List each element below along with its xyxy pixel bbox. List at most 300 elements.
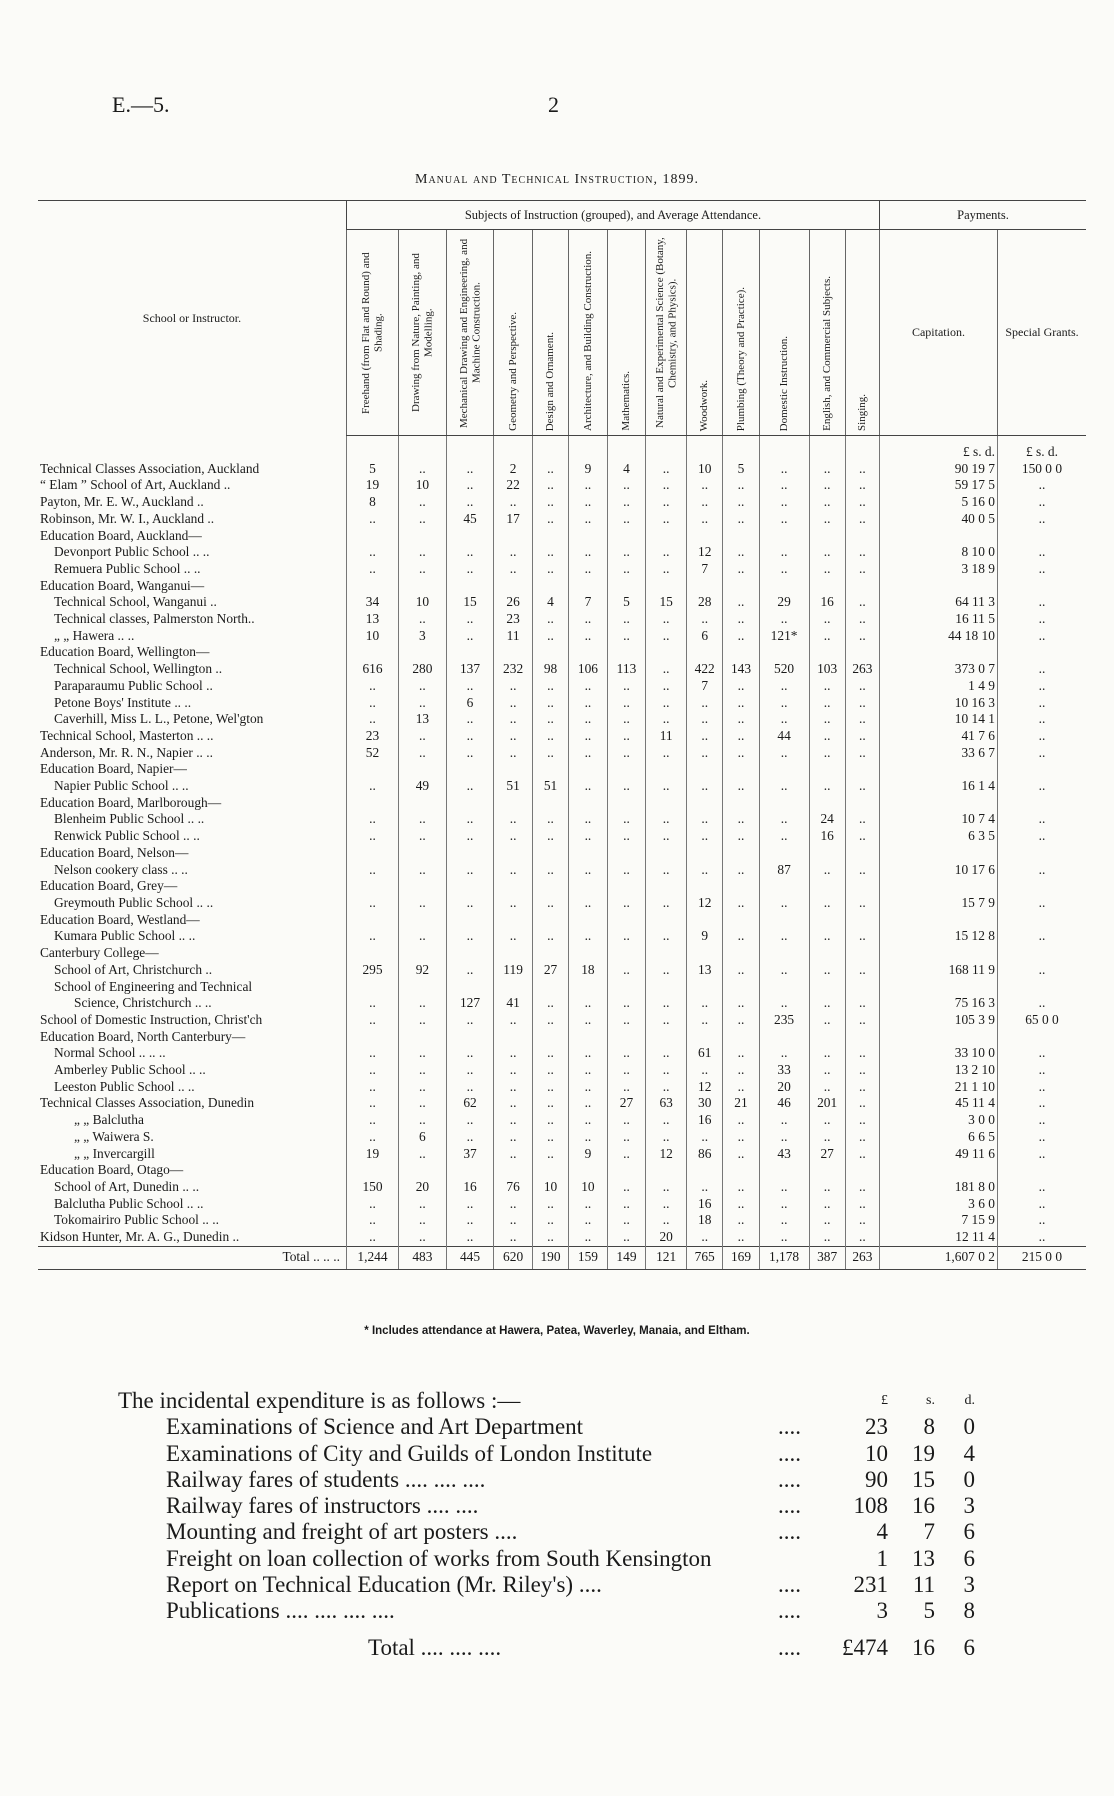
special-grant-cell: .. (997, 728, 1086, 745)
attendance-cell (446, 912, 494, 929)
attendance-cell: .. (399, 511, 447, 528)
attendance-cell: .. (494, 728, 533, 745)
attendance-cell: .. (723, 678, 759, 695)
attendance-cell: .. (687, 1012, 723, 1029)
attendance-cell: .. (845, 862, 879, 879)
attendance-cell: 46 (759, 1095, 809, 1112)
attendance-cell: 10 (532, 1179, 568, 1196)
subject-header-label: Mechanical Drawing and Engineering, and Machine Construction. (457, 238, 483, 428)
attendance-cell: .. (759, 745, 809, 762)
attendance-cell: 12 (646, 1146, 687, 1163)
pounds-header: £ (881, 1393, 888, 1408)
attendance-cell (687, 795, 723, 812)
attendance-cell (446, 795, 494, 812)
expenditure-label: Examinations of City and Guilds of London Institute (166, 1440, 653, 1466)
attendance-cell: .. (532, 678, 568, 695)
capitation-units: £ s. d. (880, 436, 998, 461)
special-grant-cell: .. (997, 1062, 1086, 1079)
table-row (38, 1129, 1086, 1146)
attendance-cell: 5 (607, 594, 646, 611)
school-name: Amberley Public School .. .. (54, 1062, 206, 1078)
subject-header-label: Drawing from Nature, Painting, and Modelling. (409, 253, 435, 413)
attendance-cell (809, 979, 845, 996)
attendance-cell: .. (446, 962, 494, 979)
attendance-cell (569, 845, 608, 862)
attendance-cell (494, 644, 533, 661)
attendance-cell (532, 1029, 568, 1046)
attendance-cell (687, 979, 723, 996)
attendance-cell: .. (845, 1112, 879, 1129)
attendance-cell: 16 (687, 1196, 723, 1213)
special-grant-cell (997, 845, 1086, 862)
expenditure-item (118, 1467, 1018, 1493)
attendance-cell: .. (809, 1012, 845, 1029)
total-cell: 149 (607, 1246, 646, 1269)
attendance-cell: .. (569, 1045, 608, 1062)
attendance-cell (759, 945, 809, 962)
capitation-cell: 40 0 5 (880, 511, 998, 528)
attendance-cell: .. (569, 1095, 608, 1112)
attendance-cell: 422 (687, 661, 723, 678)
attendance-cell: .. (687, 611, 723, 628)
attendance-cell: .. (723, 995, 759, 1012)
capitation-cell: 12 11 4 (880, 1229, 998, 1246)
attendance-cell: .. (446, 544, 494, 561)
attendance-cell: .. (809, 995, 845, 1012)
table-row (38, 1045, 1086, 1062)
subjects-group-header: Subjects of Instruction (grouped), and Average Attendance. (346, 201, 879, 230)
attendance-cell: 10 (346, 628, 398, 645)
attendance-cell: .. (759, 1212, 809, 1229)
expenditure-dots: .... (778, 1572, 801, 1598)
attendance-cell (607, 979, 646, 996)
attendance-cell (607, 644, 646, 661)
attendance-cell: .. (494, 1196, 533, 1213)
attendance-cell: .. (399, 928, 447, 945)
expenditure-pence: 3 (963, 1493, 975, 1519)
capitation-cell: 168 11 9 (880, 962, 998, 979)
table-row (38, 678, 1086, 695)
attendance-cell: .. (646, 828, 687, 845)
attendance-cell: .. (494, 561, 533, 578)
attendance-cell: .. (646, 1212, 687, 1229)
attendance-cell (569, 878, 608, 895)
special-grant-cell (997, 528, 1086, 545)
attendance-cell: .. (399, 1062, 447, 1079)
attendance-cell: .. (723, 811, 759, 828)
attendance-cell: .. (494, 1012, 533, 1029)
attendance-cell: .. (494, 1062, 533, 1079)
total-cell: 121 (646, 1246, 687, 1269)
attendance-cell: .. (446, 811, 494, 828)
attendance-cell (607, 1029, 646, 1046)
attendance-cell: .. (723, 1112, 759, 1129)
subject-header-label: Architecture, and Building Construction. (581, 251, 594, 431)
attendance-cell (723, 578, 759, 595)
attendance-cell (399, 979, 447, 996)
school-name: Normal School .. .. .. (54, 1045, 166, 1061)
attendance-cell (569, 795, 608, 812)
attendance-cell (569, 945, 608, 962)
capitation-cell (880, 795, 998, 812)
attendance-cell: .. (646, 695, 687, 712)
attendance-cell: 76 (494, 1179, 533, 1196)
attendance-cell: .. (845, 711, 879, 728)
attendance-cell: 92 (399, 962, 447, 979)
attendance-cell: .. (809, 561, 845, 578)
attendance-cell: .. (759, 1196, 809, 1213)
attendance-cell: .. (494, 928, 533, 945)
attendance-cell: .. (646, 477, 687, 494)
attendance-cell: .. (809, 477, 845, 494)
attendance-cell (494, 795, 533, 812)
attendance-cell (346, 945, 398, 962)
total-cell: 263 (845, 1246, 879, 1269)
capitation-cell (880, 761, 998, 778)
attendance-cell (759, 845, 809, 862)
table-row (38, 477, 1086, 494)
attendance-cell: 10 (569, 1179, 608, 1196)
capitation-cell: 6 3 5 (880, 828, 998, 845)
attendance-cell: 11 (494, 628, 533, 645)
table-row (38, 1112, 1086, 1129)
attendance-cell: .. (446, 678, 494, 695)
attendance-cell (399, 845, 447, 862)
attendance-cell: .. (723, 1196, 759, 1213)
attendance-cell: 18 (569, 962, 608, 979)
subject-header (532, 230, 568, 436)
school-name: Education Board, Nelson— (40, 844, 189, 860)
school-name: Technical School, Wanganui .. (54, 594, 217, 610)
attendance-cell: .. (723, 1179, 759, 1196)
special-grant-cell: .. (997, 594, 1086, 611)
school-name: Greymouth Public School .. .. (54, 894, 214, 910)
attendance-cell: .. (569, 695, 608, 712)
table-row (38, 561, 1086, 578)
attendance-cell: .. (759, 1179, 809, 1196)
capitation-cell (880, 912, 998, 929)
attendance-cell: .. (399, 695, 447, 712)
expenditure-dots: .... (778, 1598, 801, 1624)
attendance-cell: .. (446, 1196, 494, 1213)
expenditure-dots: .... (778, 1466, 801, 1492)
attendance-cell (569, 761, 608, 778)
expenditure-pence: 6 (963, 1519, 975, 1545)
group-heading-row (38, 979, 1086, 996)
attendance-cell: .. (446, 561, 494, 578)
attendance-cell: .. (759, 1229, 809, 1246)
attendance-cell (446, 761, 494, 778)
attendance-cell (446, 845, 494, 862)
attendance-cell: .. (687, 695, 723, 712)
attendance-cell: .. (607, 544, 646, 561)
attendance-cell: .. (346, 695, 398, 712)
attendance-cell: .. (845, 511, 879, 528)
attendance-cell (446, 1162, 494, 1179)
attendance-cell: 7 (569, 594, 608, 611)
table-row (38, 695, 1086, 712)
attendance-cell: .. (687, 1129, 723, 1146)
attendance-cell: .. (494, 1129, 533, 1146)
table-row (38, 611, 1086, 628)
school-name: Education Board, Westland— (40, 911, 200, 927)
attendance-cell: 12 (687, 544, 723, 561)
attendance-cell: 8 (346, 494, 398, 511)
attendance-cell: 7 (687, 561, 723, 578)
attendance-cell: .. (446, 1229, 494, 1246)
attendance-cell (809, 795, 845, 812)
attendance-cell: .. (569, 561, 608, 578)
capitation-cell: 10 16 3 (880, 695, 998, 712)
attendance-cell: .. (532, 995, 568, 1012)
attendance-cell: .. (646, 1112, 687, 1129)
attendance-cell: 20 (646, 1229, 687, 1246)
capitation-cell: 105 3 9 (880, 1012, 998, 1029)
attendance-cell (723, 979, 759, 996)
attendance-cell: .. (399, 678, 447, 695)
attendance-cell (646, 979, 687, 996)
attendance-cell: .. (687, 477, 723, 494)
attendance-cell: .. (687, 745, 723, 762)
attendance-cell: .. (346, 1229, 398, 1246)
special-grant-cell: .. (997, 1179, 1086, 1196)
attendance-cell (759, 912, 809, 929)
school-name: Education Board, Grey— (40, 878, 178, 894)
attendance-cell: .. (809, 711, 845, 728)
attendance-cell: .. (845, 1229, 879, 1246)
attendance-cell: .. (687, 511, 723, 528)
expenditure-label: Freight on loan collection of works from South Kensington (166, 1545, 712, 1571)
attendance-cell: 9 (569, 461, 608, 478)
payments-header: Payments. (880, 201, 1086, 230)
special-grant-cell (997, 644, 1086, 661)
special-grant-cell: .. (997, 1129, 1086, 1146)
attendance-cell: .. (569, 1079, 608, 1096)
attendance-cell: .. (532, 1196, 568, 1213)
special-grant-cell: .. (997, 928, 1086, 945)
attendance-cell (532, 795, 568, 812)
attendance-cell: .. (569, 1129, 608, 1146)
table-row (38, 1212, 1086, 1229)
capitation-cell: 5 16 0 (880, 494, 998, 511)
special-grant-cell: .. (997, 962, 1086, 979)
special-grant-cell: .. (997, 1196, 1086, 1213)
attendance-cell: .. (687, 1062, 723, 1079)
attendance-cell (607, 845, 646, 862)
attendance-cell: 19 (346, 477, 398, 494)
attendance-cell (399, 945, 447, 962)
expenditure-item (118, 1493, 1018, 1519)
attendance-cell: .. (845, 745, 879, 762)
school-name: Napier Public School .. .. (54, 778, 189, 794)
attendance-cell (532, 845, 568, 862)
attendance-cell: 127 (446, 995, 494, 1012)
subject-header-label: Geometry and Perspective. (506, 312, 519, 431)
school-name: „ „ Balclutha (74, 1112, 144, 1128)
attendance-cell: .. (346, 678, 398, 695)
special-grant-cell (997, 1029, 1086, 1046)
attendance-cell (845, 1162, 879, 1179)
attendance-cell (494, 878, 533, 895)
capitation-cell: 15 12 8 (880, 928, 998, 945)
school-name: School of Art, Dunedin .. .. (54, 1178, 200, 1194)
attendance-cell (759, 528, 809, 545)
attendance-cell (687, 878, 723, 895)
school-name: Renwick Public School .. .. (54, 828, 200, 844)
expenditure-pounds: 23 (865, 1414, 888, 1440)
attendance-cell: .. (759, 511, 809, 528)
attendance-cell (607, 761, 646, 778)
attendance-cell: .. (569, 811, 608, 828)
attendance-cell: .. (494, 862, 533, 879)
attendance-cell: .. (845, 728, 879, 745)
school-name: Robinson, Mr. W. I., Auckland .. (40, 510, 215, 526)
attendance-cell: .. (346, 1212, 398, 1229)
attendance-cell (532, 1162, 568, 1179)
total-cell: 765 (687, 1246, 723, 1269)
page-number: 2 (548, 92, 559, 117)
attendance-cell (494, 578, 533, 595)
special-grants-units: £ s. d. (997, 436, 1086, 461)
school-name: Science, Christchurch .. .. (74, 995, 212, 1011)
attendance-cell: .. (723, 862, 759, 879)
school-name: Education Board, Napier— (40, 761, 187, 777)
attendance-cell (809, 1162, 845, 1179)
school-name: Education Board, Otago— (40, 1162, 184, 1178)
attendance-cell: .. (759, 1129, 809, 1146)
school-name: Kumara Public School .. .. (54, 928, 196, 944)
school-name: Devonport Public School .. .. (54, 544, 210, 560)
attendance-cell: 62 (446, 1095, 494, 1112)
expenditure-item (118, 1598, 1018, 1624)
attendance-cell: .. (845, 811, 879, 828)
total-cell: 445 (446, 1246, 494, 1269)
attendance-cell: 16 (687, 1112, 723, 1129)
attendance-cell: .. (399, 1079, 447, 1096)
attendance-cell: .. (446, 1212, 494, 1229)
capitation-cell: 41 7 6 (880, 728, 998, 745)
capitation-cell (880, 528, 998, 545)
attendance-cell: .. (494, 1045, 533, 1062)
attendance-cell: .. (446, 895, 494, 912)
attendance-cell: .. (532, 862, 568, 879)
attendance-cell: .. (569, 895, 608, 912)
attendance-cell: .. (845, 561, 879, 578)
attendance-cell (845, 845, 879, 862)
attendance-cell (845, 912, 879, 929)
attendance-cell: .. (809, 1196, 845, 1213)
attendance-cell: .. (809, 695, 845, 712)
table-row (38, 711, 1086, 728)
attendance-cell: 4 (607, 461, 646, 478)
attendance-cell: .. (532, 1012, 568, 1029)
table-row (38, 1196, 1086, 1213)
attendance-cell: .. (607, 728, 646, 745)
attendance-cell: 19 (346, 1146, 398, 1163)
attendance-cell (346, 845, 398, 862)
attendance-cell: .. (532, 828, 568, 845)
total-cell: 620 (494, 1246, 533, 1269)
group-heading-row (38, 528, 1086, 545)
subject-header-label: Freehand (from Flat and Round) and Shading. (360, 252, 385, 414)
school-name: „ „ Invercargill (74, 1145, 155, 1161)
attendance-cell: .. (569, 1062, 608, 1079)
attendance-cell: .. (494, 1146, 533, 1163)
attendance-cell (759, 979, 809, 996)
subject-header (687, 230, 723, 436)
capitation-cell: 75 16 3 (880, 995, 998, 1012)
attendance-cell: .. (346, 995, 398, 1012)
attendance-cell: .. (809, 1079, 845, 1096)
total-special-grants: 215 0 0 (997, 1246, 1086, 1269)
attendance-cell: .. (399, 1045, 447, 1062)
attendance-cell: .. (346, 711, 398, 728)
attendance-cell: 13 (346, 611, 398, 628)
expenditure-shillings: 19 (912, 1440, 935, 1466)
attendance-cell: .. (532, 544, 568, 561)
attendance-cell: .. (446, 928, 494, 945)
attendance-cell (723, 795, 759, 812)
attendance-cell (494, 528, 533, 545)
capitation-cell (880, 845, 998, 862)
attendance-cell (845, 761, 879, 778)
capitation-cell: 13 2 10 (880, 1062, 998, 1079)
attendance-cell: .. (446, 1079, 494, 1096)
attendance-cell: .. (646, 611, 687, 628)
attendance-cell (532, 528, 568, 545)
attendance-cell: .. (759, 778, 809, 795)
attendance-cell: .. (399, 611, 447, 628)
subject-header (346, 230, 398, 436)
attendance-cell: .. (845, 611, 879, 628)
attendance-cell (759, 1029, 809, 1046)
attendance-cell: .. (607, 995, 646, 1012)
capitation-cell: 33 10 0 (880, 1045, 998, 1062)
attendance-cell: 87 (759, 862, 809, 879)
attendance-cell: .. (346, 544, 398, 561)
attendance-cell: .. (687, 811, 723, 828)
attendance-cell: .. (723, 611, 759, 628)
subject-header (809, 230, 845, 436)
expenditure-shillings: 15 (912, 1466, 935, 1492)
attendance-cell: .. (759, 1112, 809, 1129)
school-name: Blenheim Public School .. .. (54, 811, 205, 827)
special-grant-cell: .. (997, 995, 1086, 1012)
attendance-cell (723, 912, 759, 929)
attendance-cell: .. (809, 1212, 845, 1229)
attendance-cell: 143 (723, 661, 759, 678)
capitation-cell (880, 578, 998, 595)
school-name: Balclutha Public School .. .. (54, 1195, 204, 1211)
subject-header (446, 230, 494, 436)
expenditure-pounds: 4 (876, 1519, 888, 1545)
attendance-cell: .. (809, 628, 845, 645)
page-title: Manual and Technical Instruction, 1899. (415, 172, 699, 187)
attendance-cell: .. (346, 1079, 398, 1096)
attendance-cell: .. (494, 494, 533, 511)
table-row (38, 1179, 1086, 1196)
total-capitation: 1,607 0 2 (880, 1246, 998, 1269)
table-row (38, 1229, 1086, 1246)
attendance-cell (845, 1029, 879, 1046)
expenditure-intro: The incidental expenditure is as follows :— (118, 1388, 521, 1413)
capitation-cell: 64 11 3 (880, 594, 998, 611)
attendance-cell: 113 (607, 661, 646, 678)
attendance-cell: .. (446, 1012, 494, 1029)
attendance-cell: .. (532, 611, 568, 628)
attendance-cell: .. (569, 711, 608, 728)
attendance-cell (569, 1029, 608, 1046)
